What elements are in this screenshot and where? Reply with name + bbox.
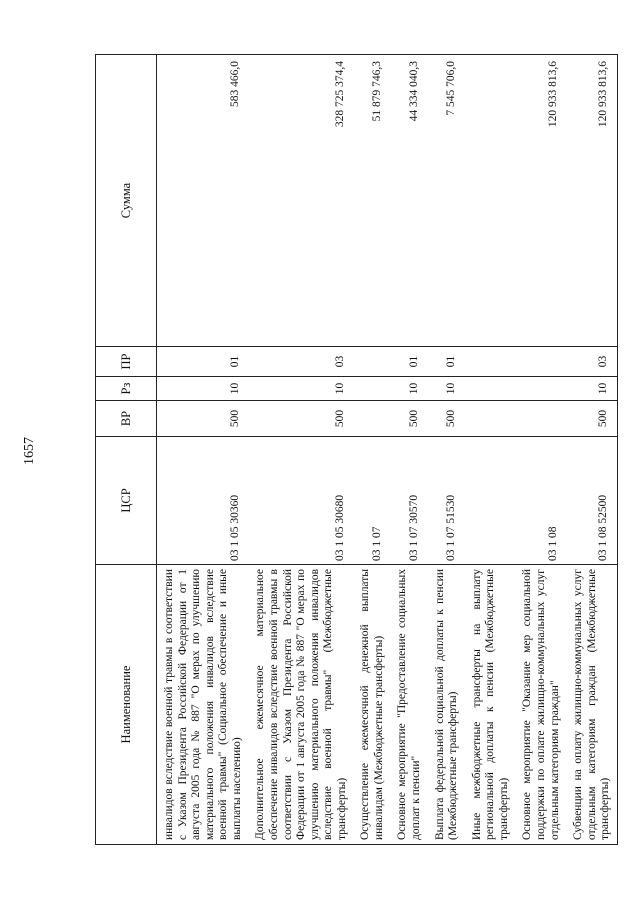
row-vr <box>353 401 390 437</box>
row-vr <box>515 401 566 437</box>
table-row <box>248 55 353 845</box>
table-row <box>353 55 390 845</box>
row-name: Субвенции на оплату жилищно-коммунальных услуг отдельным категориям граждан (Межбюджетные трансферты) <box>566 565 617 845</box>
row-pr: 01 <box>157 347 249 377</box>
header-pr: ПР <box>96 347 157 377</box>
row-rz: 10 <box>390 377 427 401</box>
row-pr: 03 <box>566 347 617 377</box>
row-vr: 500 <box>248 401 353 437</box>
budget-table <box>95 54 618 845</box>
row-name: Основное мероприятие "Предоставление социальных доплат к пенсии" <box>390 565 427 845</box>
row-vr: 500 <box>157 401 249 437</box>
row-name: Дополнительное ежемесячное материальное обеспечение инвалидов вследствие военной травмы в соответствии с Указом Президента Российской Федерации от 1 августа 2005 года № 887 "О мерах по улучшению материального положения инвалидов вследствие военной травмы" (Межбюджетные трансферты) <box>248 565 353 845</box>
row-pr <box>353 347 390 377</box>
header-rz: Рз <box>96 377 157 401</box>
row-csr: 03 1 07 <box>353 437 390 565</box>
page-number: 1657 <box>22 437 37 465</box>
row-sum: 120 933 813,6 <box>566 55 617 347</box>
table-row <box>157 55 249 845</box>
row-sum: 120 933 813,6 <box>515 55 566 347</box>
table-row <box>428 55 465 845</box>
header-name: Наименование <box>96 565 157 845</box>
row-vr: 500 <box>390 401 427 437</box>
row-csr: 03 1 05 30680 <box>248 437 353 565</box>
row-name: Основное мероприятие "Оказание мер социальной поддержки по оплате жилищно-коммунальных услуг отдельным категориям граждан" <box>515 565 566 845</box>
row-pr: 01 <box>428 347 465 377</box>
row-csr <box>465 437 516 565</box>
row-pr <box>465 347 516 377</box>
row-rz: 10 <box>248 377 353 401</box>
row-name: инвалидов вследствие военной травмы в соответствии с Указом Президента Российской Федерации от 1 августа 2005 года № 887 "О мерах по улучшению материального положения инвалидов вследствие военной травмы" (Социальное обеспечение и иные выплаты населению) <box>157 565 249 845</box>
row-csr: 03 1 05 30360 <box>157 437 249 565</box>
row-csr: 03 1 08 52500 <box>566 437 617 565</box>
row-rz: 10 <box>157 377 249 401</box>
row-rz <box>515 377 566 401</box>
row-sum: 44 334 040,3 <box>390 55 427 347</box>
table-row <box>390 55 427 845</box>
row-name: Выплата федеральной социальной доплаты к пенсии (Межбюджетные трансферты) <box>428 565 465 845</box>
table-header-row <box>96 55 157 845</box>
row-sum <box>465 55 516 347</box>
header-vr: ВР <box>96 401 157 437</box>
row-rz <box>353 377 390 401</box>
row-csr: 03 1 07 30570 <box>390 437 427 565</box>
row-vr: 500 <box>428 401 465 437</box>
table-row <box>566 55 617 845</box>
row-pr: 03 <box>248 347 353 377</box>
row-csr: 03 1 07 51530 <box>428 437 465 565</box>
row-vr: 500 <box>566 401 617 437</box>
row-rz: 10 <box>428 377 465 401</box>
header-csr: ЦСР <box>96 437 157 565</box>
row-csr: 03 1 08 <box>515 437 566 565</box>
row-sum: 51 879 746,3 <box>353 55 390 347</box>
row-pr: 01 <box>390 347 427 377</box>
row-name: Осуществление ежемесячной денежной выплаты инвалидам (Межбюджетные трансферты) <box>353 565 390 845</box>
table-row <box>515 55 566 845</box>
header-sum: Сумма <box>96 55 157 347</box>
rotated-table-container <box>95 55 610 845</box>
row-sum: 7 545 706,0 <box>428 55 465 347</box>
table-row <box>465 55 516 845</box>
row-sum: 328 725 374,4 <box>248 55 353 347</box>
row-sum: 583 466,0 <box>157 55 249 347</box>
row-vr <box>465 401 516 437</box>
row-name: Иные межбюджетные трансферты на выплату региональной доплаты к пенсии (Межбюджетные трансферты) <box>465 565 516 845</box>
row-rz: 10 <box>566 377 617 401</box>
row-rz <box>465 377 516 401</box>
row-pr <box>515 347 566 377</box>
